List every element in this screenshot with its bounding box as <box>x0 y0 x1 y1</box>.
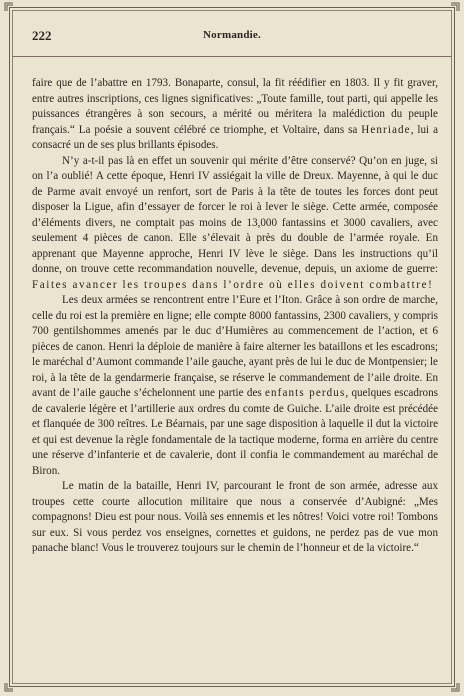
page-number: 222 <box>32 28 52 43</box>
corner-ornament-icon <box>450 682 460 692</box>
paragraph-text: , lui a consacré un de ses plus brillants épisodes. <box>32 123 438 151</box>
running-head: Normandie. <box>203 29 261 41</box>
corner-ornament-icon <box>4 682 14 692</box>
paragraph <box>32 76 438 154</box>
paragraph-text: Le matin de la bataille, Henri IV, parcourant le front de son armée, adresse aux troupes cette courte allocution militaire que nous a conservée d’Aubigné: „Mes compagnons! Dieu est pour nous. Voilà ses ennemis et les nôtres! Voici votre roi! Tombons sur eux. Si vous perdez vos enseignes, cornettes et guidons, ne perdez pas de vue mon panache blanc! Vous le trouverez toujours sur le chemin de l’honneur et de la victoire.“ <box>32 480 438 554</box>
paragraph-text: N’y a-t-il pas là en effet un souvenir qui mérite d’être conservé? Qu’on en juge, si on l’a oublié! A cette époque, Henri IV assiégait la ville de Dreux. Mayenne, à qui le duc de Parme avait envoyé un renfort, sort de Paris à la tête de toutes les forces dont peut disposer la Ligue, afin d’essayer de forcer le roi à lever le siège. Cette armée, composée d’éléments divers, ne comptait pas moins de 13,000 fantassins et 3000 cavaliers, avec seulement 4 pièces de canon. Elle s’élevait à près du double de l’armée royale. En apprenant que Mayenne approche, Henri IV lève le siège. Dans les instructions qu’il donne, on trouve cette recommandation nouvelle, devenue, depuis, un axiome de guerre: <box>32 154 438 275</box>
emphasized-text: Henriade <box>361 123 411 136</box>
header-rule <box>12 56 452 57</box>
paragraph-text: Les deux armées se rencontrent entre l’Eure et l’Iton. Grâce à son ordre de marche, celle du roi est la première en ligne; elle compte 8000 fantassins, 2300 cavaliers, y compris 700 gentilshommes amenés par le duc d’Humières au commencement de l’action, et 6 pièces de canon. Henri la déploie de manière à faire alterner les bataillons et les escadrons; le maréchal d’Aumont commande l’aile gauche, ayant près de lui le duc de Montpensier; le roi, à la tête de la gendarmerie française, se réserve le commandement de l’aile droite. En avant de l’aile gauche s’échelonnent une partie des <box>32 294 438 399</box>
page-header <box>28 28 436 46</box>
paragraph <box>32 293 438 479</box>
paragraph <box>32 154 438 294</box>
paragraph <box>32 479 438 557</box>
corner-ornament-icon <box>4 2 14 12</box>
paragraph-text: faire que de l’abattre en 1793. Bonaparte, consul, la fit réédifier en 1803. Il y fit graver, entre autres inscriptions, ces lignes significatives: „Toute famille, tout parti, qui appelle les puissances étrangères à son secours, a mérité ou méritera la malédiction du peuple français.“ La poésie a souvent célébré ce triomphe, et Voltaire, dans sa <box>32 77 438 136</box>
body-text <box>32 76 438 557</box>
emphasized-text: Faites avancer les troupes dans l’ordre où elles doivent combattre! <box>32 278 434 291</box>
corner-ornament-icon <box>450 2 460 12</box>
emphasized-text: enfants perdus <box>265 387 346 399</box>
paragraph-text: , quelques escadrons de cavalerie légère et l’artillerie aux ordres du comte de Guiche. L’aile droite est précédée et flanquée de 300 reîtres. Le Béarnais, par une sage disposition à laquelle il dut la victoire et qui est devenue la règle fondamentale de la tactique moderne, forma en arrière du centre une réserve d’infanterie et de cavalerie, dont il confia le commandement au maréchal de Biron. <box>32 387 438 477</box>
